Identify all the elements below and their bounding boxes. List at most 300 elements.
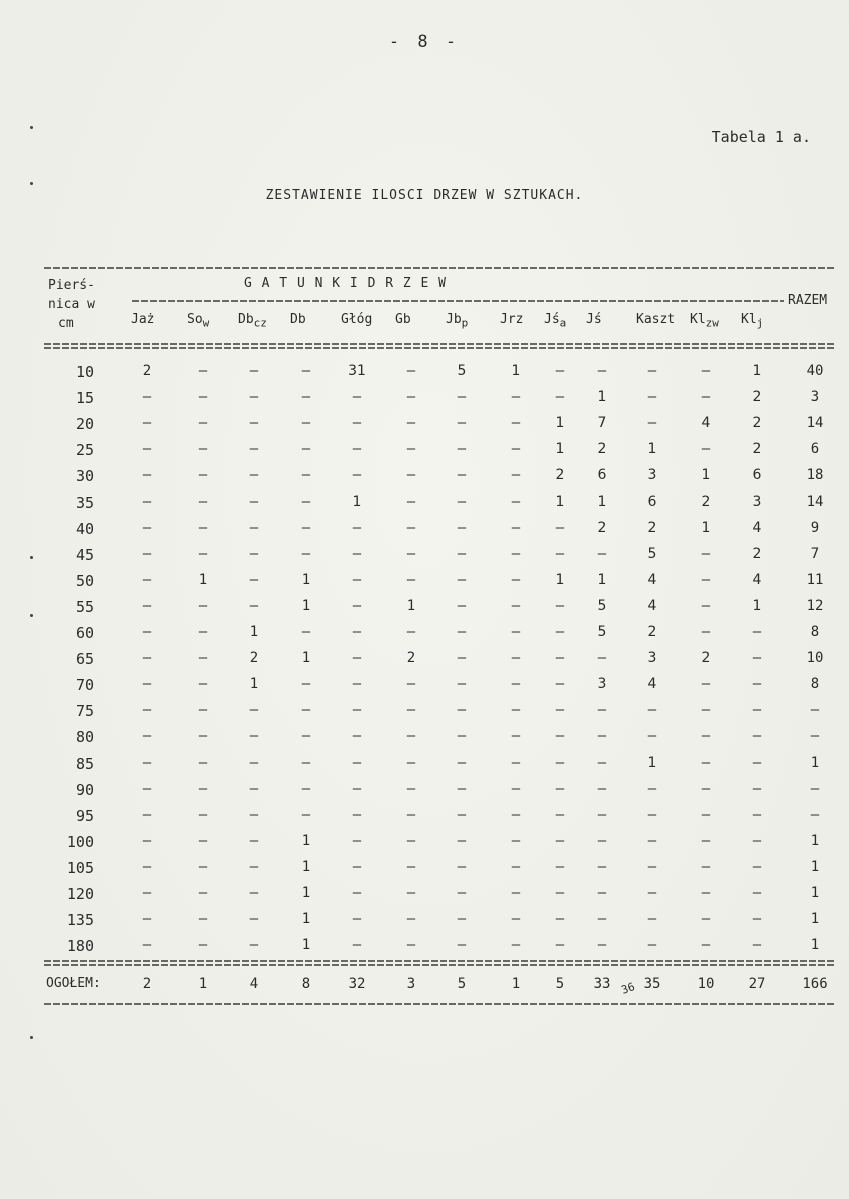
table-cell: – xyxy=(701,885,711,901)
table-cell: – xyxy=(701,728,711,745)
species-name: Kaszt xyxy=(636,312,676,327)
table-cell: 1 xyxy=(249,624,259,640)
total-cell: 2 xyxy=(142,976,152,992)
table-cell: 2 xyxy=(647,519,657,536)
table-cell: – xyxy=(752,728,762,745)
table-cell: – xyxy=(701,754,711,771)
table-cell: – xyxy=(249,885,259,901)
species-subscript: a xyxy=(559,316,567,330)
row-total: – xyxy=(810,806,820,823)
row-diameter: 80 xyxy=(75,728,94,747)
row-total: 8 xyxy=(810,676,820,693)
table-cell: – xyxy=(511,519,521,536)
table-cell: – xyxy=(701,441,711,458)
table-cell: – xyxy=(555,702,565,719)
table-cell: – xyxy=(457,911,467,928)
table-cell: – xyxy=(406,702,416,719)
table-cell: 1 xyxy=(701,467,711,484)
table-cell: – xyxy=(249,467,259,484)
table-cell: – xyxy=(198,415,208,432)
table-cell: – xyxy=(352,885,362,901)
table-cell: – xyxy=(647,728,657,745)
row-total: 1 xyxy=(810,858,820,875)
table-cell: – xyxy=(142,806,152,823)
table-cell: – xyxy=(249,493,259,510)
table-cell: – xyxy=(511,676,521,693)
table-cell: – xyxy=(752,806,762,823)
diameter-header-line: Pierś- xyxy=(48,278,95,293)
table-cell: 2 xyxy=(597,519,607,536)
table-cell: 1 xyxy=(555,441,565,458)
table-cell: – xyxy=(301,754,311,771)
table-cell: – xyxy=(555,780,565,797)
row-diameter: 40 xyxy=(75,519,94,538)
table-cell: – xyxy=(406,858,416,875)
table-cell: – xyxy=(511,806,521,823)
table-cell: – xyxy=(457,806,467,823)
table-cell: – xyxy=(457,728,467,745)
table-cell: 4 xyxy=(752,571,762,588)
row-total: 12 xyxy=(806,597,824,614)
table-cell: – xyxy=(301,519,311,536)
table-cell: – xyxy=(555,754,565,771)
table-cell: 1 xyxy=(301,597,311,614)
row-total: 18 xyxy=(806,467,824,484)
total-cell: 10 xyxy=(697,976,715,992)
table-cell: – xyxy=(511,937,521,954)
table-cell: – xyxy=(457,467,467,484)
table-cell: – xyxy=(352,911,362,928)
species-name: Gb xyxy=(395,312,411,327)
table-cell: – xyxy=(597,754,607,771)
table-cell: – xyxy=(457,624,467,640)
total-cell: 1 xyxy=(511,976,521,992)
species-header xyxy=(341,312,372,327)
table-cell: – xyxy=(457,858,467,875)
table-cell: – xyxy=(701,389,711,406)
row-total: 1 xyxy=(810,937,820,954)
table-cell: – xyxy=(249,441,259,458)
table-cell: – xyxy=(198,676,208,693)
table-cell: 5 xyxy=(597,597,607,614)
row-total: – xyxy=(810,780,820,797)
table-cell: 1 xyxy=(555,415,565,432)
table-cell: – xyxy=(457,571,467,588)
table-cell: – xyxy=(406,676,416,693)
row-diameter: 35 xyxy=(75,493,94,512)
table-cell: – xyxy=(249,728,259,745)
row-diameter: 15 xyxy=(75,389,94,408)
species-subscript: zw xyxy=(705,316,719,330)
table-cell: – xyxy=(647,780,657,797)
row-diameter: 75 xyxy=(75,702,94,721)
table-cell: – xyxy=(198,650,208,667)
table-cell: 2 xyxy=(701,493,711,510)
table-cell: – xyxy=(142,911,152,928)
table-cell: – xyxy=(198,911,208,928)
table-cell: – xyxy=(198,389,208,406)
table-cell: 4 xyxy=(647,597,657,614)
table-cell: – xyxy=(597,806,607,823)
table-cell: – xyxy=(142,571,152,588)
table-cell: 1 xyxy=(301,937,311,954)
table-cell: – xyxy=(555,885,565,901)
species-subscript: cz xyxy=(253,316,267,330)
species-name: So xyxy=(187,312,203,327)
table-cell: – xyxy=(555,806,565,823)
table-cell: – xyxy=(249,702,259,719)
table-cell: – xyxy=(249,806,259,823)
table-cell: 3 xyxy=(647,467,657,484)
table-cell: – xyxy=(198,467,208,484)
species-subscript: p xyxy=(461,316,469,330)
table-cell: – xyxy=(198,728,208,745)
table-cell: – xyxy=(597,885,607,901)
table-cell: – xyxy=(647,858,657,875)
table-cell: – xyxy=(142,519,152,536)
table-cell: 1 xyxy=(647,754,657,771)
total-cell: 5 xyxy=(555,976,565,992)
table-cell: – xyxy=(198,441,208,458)
table-cell: – xyxy=(555,832,565,849)
table-cell: – xyxy=(406,885,416,901)
table-cell: 3 xyxy=(752,493,762,510)
table-cell: – xyxy=(352,519,362,536)
table-cell: – xyxy=(555,937,565,954)
table-title: ZESTAWIENIE ILOSCI DRZEW W SZTUKACH. xyxy=(265,188,584,203)
row-diameter: 70 xyxy=(75,676,94,695)
table-cell: – xyxy=(597,937,607,954)
table-cell: – xyxy=(142,832,152,849)
row-total: 11 xyxy=(806,571,824,588)
table-cell: – xyxy=(701,545,711,562)
row-diameter: 95 xyxy=(75,806,94,825)
table-cell: – xyxy=(555,519,565,536)
table-cell: – xyxy=(701,858,711,875)
row-total: 3 xyxy=(810,389,820,406)
table-cell: – xyxy=(511,754,521,771)
table-cell: – xyxy=(752,624,762,640)
row-total: 14 xyxy=(806,415,824,432)
table-cell: – xyxy=(249,389,259,406)
row-total: 1 xyxy=(810,832,820,849)
table-cell: – xyxy=(457,545,467,562)
table-cell: – xyxy=(457,832,467,849)
table-cell: – xyxy=(249,545,259,562)
row-diameter: 135 xyxy=(66,911,94,930)
table-cell: – xyxy=(457,493,467,510)
table-cell: – xyxy=(647,937,657,954)
page-number: - 8 - xyxy=(388,32,461,52)
table-cell: – xyxy=(142,624,152,640)
table-cell: – xyxy=(301,806,311,823)
table-cell: – xyxy=(198,363,208,379)
table-cell: – xyxy=(352,676,362,693)
row-total: 10 xyxy=(806,650,824,667)
table-cell: 1 xyxy=(752,363,762,379)
table-cell: – xyxy=(752,858,762,875)
row-diameter: 85 xyxy=(75,754,94,773)
table-cell: – xyxy=(406,519,416,536)
table-cell: – xyxy=(249,832,259,849)
table-cell: – xyxy=(249,415,259,432)
table-cell: – xyxy=(406,441,416,458)
table-cell: – xyxy=(511,624,521,640)
species-header xyxy=(238,312,267,330)
table-cell: – xyxy=(406,363,416,379)
table-cell: – xyxy=(352,545,362,562)
table-cell: – xyxy=(352,728,362,745)
table-cell: – xyxy=(701,780,711,797)
table-cell: – xyxy=(142,780,152,797)
table-cell: 1 xyxy=(301,650,311,667)
species-header xyxy=(131,312,154,327)
table-cell: – xyxy=(142,415,152,432)
table-cell: – xyxy=(406,728,416,745)
table-cell: 2 xyxy=(701,650,711,667)
row-total: 9 xyxy=(810,519,820,536)
species-header xyxy=(290,312,306,327)
table-cell: 2 xyxy=(752,389,762,406)
total-cell: 8 xyxy=(301,976,311,992)
table-cell: – xyxy=(597,780,607,797)
table-cell: – xyxy=(406,493,416,510)
table-cell: 4 xyxy=(647,571,657,588)
table-cell: 6 xyxy=(752,467,762,484)
table-cell: – xyxy=(511,911,521,928)
table-cell: – xyxy=(457,389,467,406)
table-cell: – xyxy=(752,702,762,719)
table-cell: – xyxy=(511,885,521,901)
table-cell: – xyxy=(301,493,311,510)
row-total: 1 xyxy=(810,885,820,901)
table-cell: 2 xyxy=(406,650,416,667)
table-cell: – xyxy=(301,676,311,693)
table-cell: – xyxy=(301,728,311,745)
table-cell: 4 xyxy=(701,415,711,432)
table-cell: – xyxy=(701,676,711,693)
table-cell: 1 xyxy=(511,363,521,379)
table-cell: – xyxy=(701,832,711,849)
table-cell: – xyxy=(406,545,416,562)
table-cell: – xyxy=(511,415,521,432)
table-cell: 31 xyxy=(348,363,366,379)
table-cell: – xyxy=(198,832,208,849)
table-cell: – xyxy=(249,363,259,379)
table-cell: 3 xyxy=(647,650,657,667)
table-cell: – xyxy=(511,467,521,484)
table-cell: – xyxy=(301,441,311,458)
total-cell: 35 xyxy=(643,976,661,992)
table-cell: – xyxy=(597,363,607,379)
table-cell: – xyxy=(352,780,362,797)
table-cell: – xyxy=(301,780,311,797)
total-cell: 3 xyxy=(406,976,416,992)
table-cell: 1 xyxy=(352,493,362,510)
row-diameter: 180 xyxy=(66,937,94,956)
table-cell: – xyxy=(249,911,259,928)
margin-note: 36 xyxy=(619,980,637,997)
table-cell: – xyxy=(352,937,362,954)
table-cell: – xyxy=(752,650,762,667)
table-cell: – xyxy=(752,885,762,901)
table-cell: – xyxy=(457,519,467,536)
species-header xyxy=(690,312,719,330)
species-name: Głóg xyxy=(341,312,373,327)
total-header: RAZEM xyxy=(788,293,828,308)
species-header xyxy=(586,312,602,327)
row-diameter: 100 xyxy=(66,832,94,851)
total-cell: 33 xyxy=(593,976,611,992)
row-total: – xyxy=(810,728,820,745)
table-cell: 1 xyxy=(301,858,311,875)
table-cell: – xyxy=(301,467,311,484)
row-diameter: 20 xyxy=(75,415,94,434)
table-cell: – xyxy=(142,885,152,901)
table-cell: 1 xyxy=(301,571,311,588)
table-cell: – xyxy=(511,441,521,458)
table-label: Tabela 1 a. xyxy=(711,128,811,146)
table-cell: – xyxy=(406,571,416,588)
species-subscript: j xyxy=(756,316,764,330)
species-name: Db xyxy=(290,312,306,327)
table-cell: – xyxy=(511,493,521,510)
species-group-header: G A T U N K I D R Z E W xyxy=(244,276,448,291)
row-total: 7 xyxy=(810,545,820,562)
species-header xyxy=(500,312,523,327)
table-cell: – xyxy=(511,702,521,719)
table-cell: – xyxy=(198,780,208,797)
table-cell: – xyxy=(752,676,762,693)
table-cell: – xyxy=(647,702,657,719)
table-cell: – xyxy=(647,885,657,901)
table-cell: – xyxy=(249,571,259,588)
table-cell: 5 xyxy=(597,624,607,640)
table-cell: – xyxy=(457,937,467,954)
table-cell: – xyxy=(352,467,362,484)
table-cell: 1 xyxy=(198,571,208,588)
table-cell: – xyxy=(555,911,565,928)
table-cell: – xyxy=(511,780,521,797)
table-cell: – xyxy=(555,363,565,379)
table-cell: – xyxy=(597,650,607,667)
table-cell: 2 xyxy=(752,441,762,458)
row-diameter: 30 xyxy=(75,467,94,486)
table-cell: – xyxy=(752,754,762,771)
species-header xyxy=(187,312,209,330)
row-diameter: 65 xyxy=(75,650,94,669)
species-name: Kl xyxy=(741,312,757,327)
table-cell: – xyxy=(198,806,208,823)
table-cell: – xyxy=(198,754,208,771)
table-cell: 1 xyxy=(406,597,416,614)
table-cell: – xyxy=(555,728,565,745)
table-cell: – xyxy=(555,676,565,693)
table-cell: – xyxy=(555,597,565,614)
row-diameter: 120 xyxy=(66,885,94,903)
table-cell: – xyxy=(597,728,607,745)
table-cell: – xyxy=(597,858,607,875)
table-cell: 2 xyxy=(597,441,607,458)
table-cell: 5 xyxy=(647,545,657,562)
table-cell: – xyxy=(511,597,521,614)
table-cell: – xyxy=(142,545,152,562)
table-cell: – xyxy=(511,858,521,875)
table-cell: – xyxy=(597,832,607,849)
table-cell: – xyxy=(352,389,362,406)
table-cell: – xyxy=(142,493,152,510)
table-cell: – xyxy=(597,702,607,719)
table-cell: – xyxy=(701,363,711,379)
species-name: Jaż xyxy=(131,312,155,327)
total-cell: 1 xyxy=(198,976,208,992)
row-diameter: 60 xyxy=(75,624,94,642)
row-diameter: 105 xyxy=(66,858,94,877)
row-total: 14 xyxy=(806,493,824,510)
row-total: 8 xyxy=(810,624,820,640)
table-cell: – xyxy=(406,415,416,432)
row-total: 1 xyxy=(810,911,820,928)
table-cell: 2 xyxy=(249,650,259,667)
table-cell: – xyxy=(352,650,362,667)
table-cell: – xyxy=(142,702,152,719)
table-cell: – xyxy=(352,415,362,432)
total-cell: 27 xyxy=(748,976,766,992)
table-cell: – xyxy=(555,624,565,640)
table-cell: – xyxy=(352,832,362,849)
table-cell: – xyxy=(457,597,467,614)
table-cell: – xyxy=(406,467,416,484)
table-cell: – xyxy=(511,571,521,588)
table-cell: – xyxy=(647,806,657,823)
totals-label: OGOŁEM: xyxy=(46,976,101,991)
table-cell: 2 xyxy=(142,363,152,379)
table-cell: – xyxy=(352,597,362,614)
row-diameter: 90 xyxy=(75,780,94,799)
table-cell: 1 xyxy=(249,676,259,693)
table-cell: 2 xyxy=(647,624,657,640)
table-cell: – xyxy=(406,754,416,771)
table-cell: 1 xyxy=(555,493,565,510)
table-cell: – xyxy=(457,885,467,901)
table-cell: – xyxy=(198,624,208,640)
table-cell: – xyxy=(511,832,521,849)
table-cell: – xyxy=(142,467,152,484)
table-cell: – xyxy=(198,597,208,614)
table-cell: – xyxy=(352,806,362,823)
row-total: 1 xyxy=(810,754,820,771)
table-cell: – xyxy=(352,702,362,719)
table-cell: – xyxy=(142,676,152,693)
species-header xyxy=(395,312,411,327)
table-cell: – xyxy=(555,650,565,667)
table-cell: – xyxy=(752,780,762,797)
table-cell: 6 xyxy=(647,493,657,510)
table-cell: – xyxy=(752,911,762,928)
table-cell: – xyxy=(701,597,711,614)
table-cell: – xyxy=(406,806,416,823)
table-cell: – xyxy=(457,650,467,667)
table-cell: – xyxy=(555,858,565,875)
table-cell: – xyxy=(142,650,152,667)
table-cell: – xyxy=(301,545,311,562)
table-cell: – xyxy=(701,702,711,719)
table-cell: – xyxy=(352,858,362,875)
diameter-header-line: nica w xyxy=(48,297,95,312)
table-cell: – xyxy=(752,937,762,954)
table-cell: 1 xyxy=(301,832,311,849)
table-cell: – xyxy=(752,832,762,849)
